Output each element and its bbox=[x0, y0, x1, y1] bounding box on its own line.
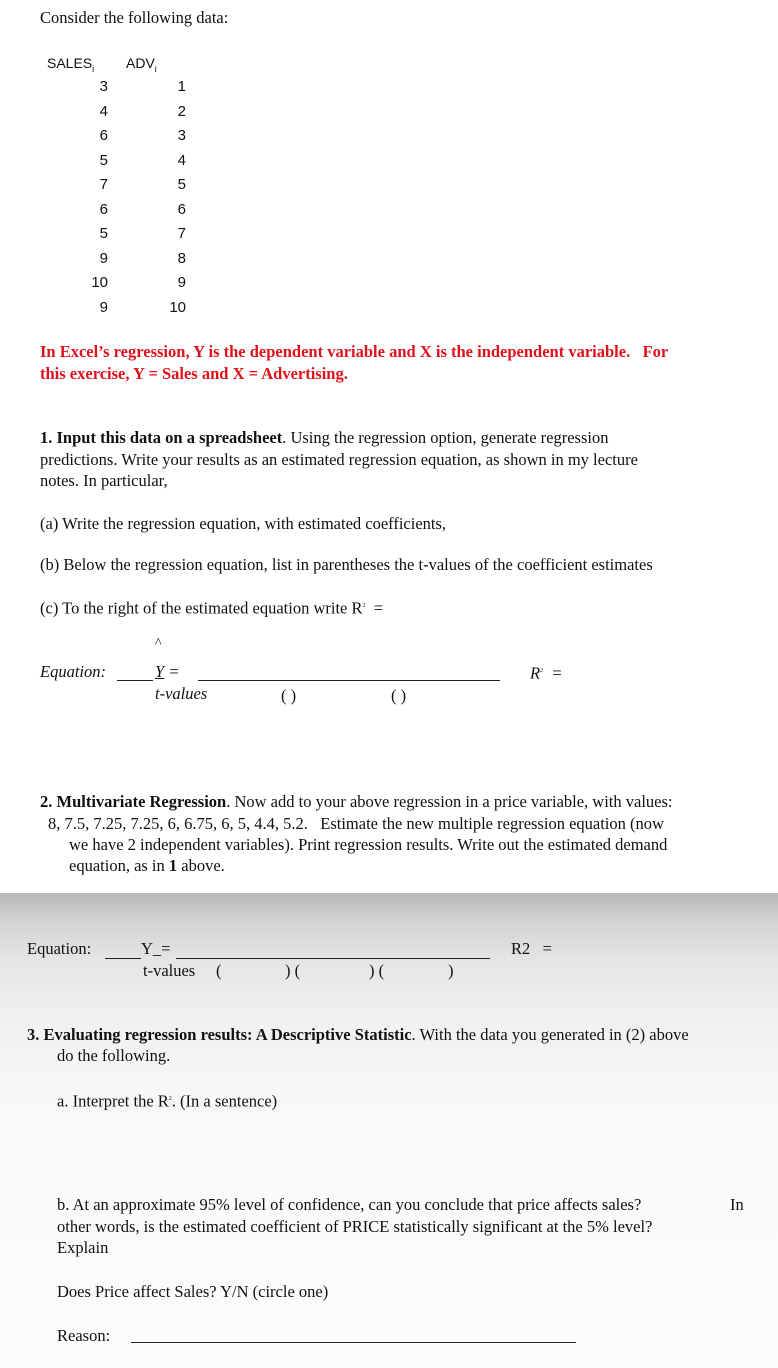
t-value-paren: ( bbox=[216, 961, 222, 980]
sales-value: 5 bbox=[99, 225, 108, 242]
adv-value: 8 bbox=[177, 249, 186, 267]
q3-title: 3. Evaluating regression results: A Descriptive Statistic bbox=[27, 1025, 412, 1044]
equation2-r2-label: R2 = bbox=[511, 939, 552, 958]
sales-value: 5 bbox=[99, 151, 108, 169]
adv-column bbox=[126, 75, 186, 320]
q3-line1: 3. Evaluating regression results: A Descriptive Statistic. With the data you generated in (2) above bbox=[27, 1025, 689, 1044]
q1-line2: predictions. Write your results as an estimated regression equation, as shown in my lecture bbox=[40, 450, 638, 469]
q1-part-b: (b) Below the regression equation, list in parentheses the t-values of the coefficient estimates bbox=[40, 555, 653, 574]
sales-value: 4 bbox=[99, 102, 108, 120]
q2-line2: 8, 7.5, 7.25, 7.25, 6, 6.75, 6, 5, 4.4, 5.2. Estimate the new multiple regression equation (now bbox=[48, 814, 664, 833]
adv-value: 4 bbox=[177, 151, 186, 169]
q3-part-b-line1: b. At an approximate 95% level of confidence, can you conclude that price affects sales? bbox=[57, 1195, 642, 1214]
equation-underline-lead bbox=[117, 680, 153, 681]
adv-value: 9 bbox=[177, 274, 186, 291]
sales-value: 6 bbox=[99, 127, 108, 144]
sales-value: 7 bbox=[99, 176, 108, 193]
adv-value: 10 bbox=[169, 298, 186, 316]
reason-answer-line bbox=[131, 1342, 576, 1343]
t-values-label: t-values bbox=[155, 684, 208, 703]
q1-part-a: (a) Write the regression equation, with estimated coefficients, bbox=[40, 514, 447, 533]
q3-part-b-line2: other words, is the estimated coefficient of PRICE statistically significant at the 5% level? bbox=[57, 1217, 653, 1236]
sales-value: 10 bbox=[91, 274, 108, 291]
q2-line4: equation, as in 1 above. bbox=[69, 856, 225, 875]
equation2-underline-lead bbox=[105, 958, 141, 959]
q3-line2: do the following. bbox=[57, 1046, 171, 1065]
q1-line3: notes. In particular, bbox=[40, 471, 168, 490]
q1-line1: 1. Input this data on a spreadsheet. Using the regression option, generate regression bbox=[40, 428, 609, 447]
equation2-label: Equation: bbox=[27, 939, 92, 958]
equation2-answer-line bbox=[176, 958, 490, 959]
sales-column-header: $SALES_i$ bbox=[47, 55, 95, 74]
q1-part-c: (c) To the right of the estimated equation write $R^2$ = bbox=[40, 598, 384, 618]
price-affect-sales-question: Does Price affect Sales? Y/N (circle one) bbox=[57, 1282, 329, 1301]
adv-value: 6 bbox=[177, 200, 186, 218]
adv-value: 5 bbox=[177, 176, 186, 193]
adv-column-header: $ADV_i$ bbox=[126, 55, 157, 74]
sales-column bbox=[48, 75, 108, 320]
q3-part-b-in: In bbox=[730, 1195, 744, 1214]
adv-value: 7 bbox=[177, 225, 186, 242]
equation-label: Equation: bbox=[40, 662, 106, 681]
t-value-paren: ( ) bbox=[391, 686, 407, 705]
q3-part-b-line3: Explain bbox=[57, 1238, 109, 1257]
q2-title: 2. Multivariate Regression bbox=[40, 792, 227, 811]
regression-note-line2: this exercise, Y = Sales and X = Advertising. bbox=[40, 364, 348, 383]
y-hat-label: Y = bbox=[155, 662, 180, 681]
q1-title: 1. Input this data on a spreadsheet bbox=[40, 428, 283, 447]
r-squared-label: $R^2$ = bbox=[530, 663, 563, 683]
equation2-y-label: Y_= bbox=[141, 939, 171, 958]
t-value-paren: ) ( bbox=[369, 961, 385, 980]
q2-line1: 2. Multivariate Regression. Now add to your above regression in a price variable, with values: bbox=[40, 792, 673, 811]
equation-answer-line bbox=[198, 680, 500, 681]
q3-part-a: a. Interpret the $R^2$. (In a sentence) bbox=[57, 1091, 278, 1111]
sales-value: 9 bbox=[99, 249, 108, 267]
q2-line3: we have 2 independent variables). Print regression results. Write out the estimated demand bbox=[69, 835, 668, 854]
y-hat-caret: ^ bbox=[155, 636, 162, 651]
adv-value: 1 bbox=[177, 78, 186, 95]
t-value-paren: ) ( bbox=[285, 961, 301, 980]
sales-value: 3 bbox=[99, 78, 108, 95]
t-value-paren: ) bbox=[448, 961, 454, 980]
sales-value: 6 bbox=[99, 200, 108, 218]
adv-value: 3 bbox=[177, 127, 186, 144]
adv-value: 2 bbox=[177, 102, 186, 120]
equation2-t-values-label: t-values bbox=[143, 961, 196, 980]
intro-text: Consider the following data: bbox=[40, 8, 229, 27]
regression-note-line1: In Excel’s regression, Y is the dependent variable and X is the independent variable. For bbox=[40, 342, 669, 361]
t-value-paren: ( ) bbox=[281, 686, 297, 705]
sales-value: 9 bbox=[99, 298, 108, 316]
reason-label: Reason: bbox=[57, 1326, 111, 1345]
